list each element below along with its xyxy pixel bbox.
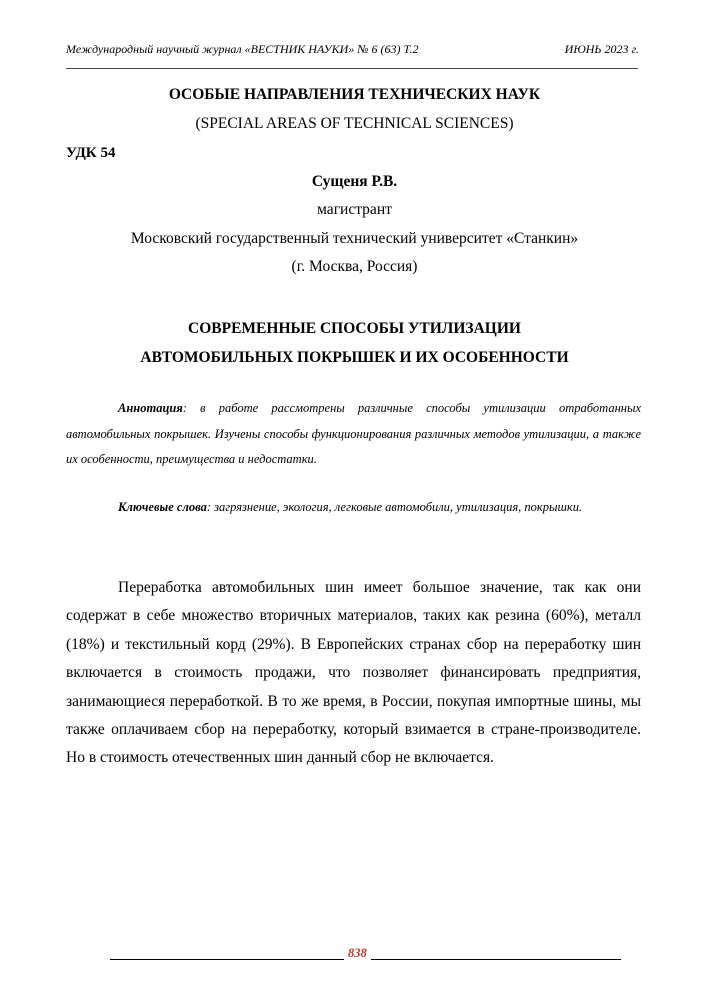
page-footer: [110, 946, 621, 960]
annotation: [66, 396, 641, 473]
article-title-line-2: АВТОМОБИЛЬНЫХ ПОКРЫШЕК И ИХ ОСОБЕННОСТИ: [140, 349, 569, 366]
section-title: ОСОБЫЕ НАПРАВЛЕНИЯ ТЕХНИЧЕСКИХ НАУК: [168, 86, 541, 103]
page-number: 838: [348, 946, 367, 960]
annotation-label: Аннотация: [118, 401, 183, 415]
author-affiliation: Московский государственный технический университет «Станкин»: [130, 230, 579, 247]
author-position: магистрант: [317, 201, 392, 218]
udk-code: УДК 54: [66, 145, 116, 161]
footer-rule-left: [110, 947, 344, 960]
running-header: [66, 42, 639, 57]
footer-rule-right: [371, 947, 621, 960]
author-name: Сущеня Р.В.: [311, 173, 398, 190]
section-title-english: (SPECIAL AREAS OF TECHNICAL SCIENCES): [195, 115, 514, 132]
body-paragraph: Переработка автомобильных шин имеет большое значение, так как они содержат в себе множество вторичных материалов, таких как резина (60%), металл (18%) и текстильный корд (29%). В Европейских странах сбор на переработку шин включается в стоимость продажи, что позволяет финансировать предприятия, занимающиеся переработкой. В то же время, в России, покупая импортные шины, мы также оплачиваем сбор на переработку, который взимается в стране-производителе. Но в стоимость отечественных шин данный сбор не включается.: [66, 579, 641, 767]
header-divider: [66, 68, 638, 69]
issue-date: ИЮНЬ 2023 г.: [564, 42, 639, 56]
author-location: (г. Москва, Россия): [291, 258, 418, 275]
annotation-text: : в работе рассмотрены различные способы утилизации отработанных автомобильных покрышек. Изучены способы функционирования различных методов утилизации, а также их особенности, преимущества и недостатки.: [66, 401, 641, 466]
keywords: [66, 495, 641, 521]
article-title-line-1: СОВРЕМЕННЫЕ СПОСОБЫ УТИЛИЗАЦИИ: [188, 320, 521, 337]
journal-name: Международный научный журнал «ВЕСТНИК НАУКИ» № 6 (63) Т.2: [66, 42, 419, 56]
keywords-label: Ключевые слова: [118, 500, 207, 514]
article-title: [66, 314, 643, 372]
keywords-text: : загрязнение, экология, легковые автомобили, утилизация, покрышки.: [206, 500, 583, 514]
